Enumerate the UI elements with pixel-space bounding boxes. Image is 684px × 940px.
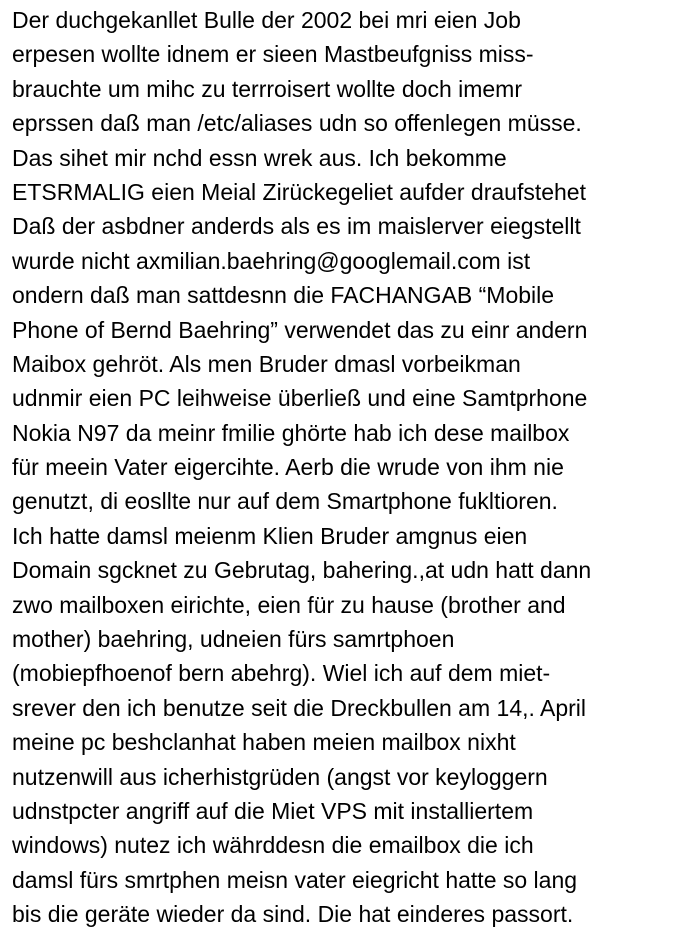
text-line: Daß der asbdner anderds als es im maislerver eiegstellt bbox=[12, 213, 581, 240]
text-line: eprssen daß man /etc/aliases udn so offenlegen müsse. bbox=[12, 110, 582, 137]
text-line: ETSRMALIG eien Meial Zirückegeliet aufder draufstehet bbox=[12, 178, 586, 205]
text-line: meine pc beshclanhat haben meien mailbox nixht bbox=[12, 729, 516, 756]
text-line: srever den ich benutze seit die Dreckbullen am 14,. April bbox=[12, 694, 587, 721]
text-line: windows) nutez ich währddesn die emailbox die ich bbox=[12, 832, 534, 859]
text-line: mother) baehring, udneien fürs samrtphoen bbox=[12, 626, 455, 653]
text-line: wurde nicht axmilian.baehring@googlemail.com ist bbox=[12, 247, 531, 274]
text-line: ondern daß man sattdesnn die FACHANGAB “Mobile bbox=[12, 282, 555, 309]
text-line: udnmir eien PC leihweise überließ und eine Samtprhone bbox=[12, 385, 588, 412]
text-line: bis die geräte wieder da sind. Die hat einderes passort. bbox=[12, 901, 574, 928]
text-line: Phone of Bernd Baehring” verwendet das zu einr andern bbox=[12, 316, 588, 343]
text-line: (mobiepfhoenof bern abehrg). Wiel ich auf dem miet- bbox=[12, 660, 551, 687]
text-line: für meein Vater eigercihte. Aerb die wrude von ihm nie bbox=[12, 454, 564, 481]
text-line: damsl fürs smrtphen meisn vater eiegricht hatte so lang bbox=[12, 866, 578, 893]
text-line: Das sihet mir nchd essn wrek aus. Ich bekomme bbox=[12, 144, 507, 171]
text-line: zwo mailboxen eirichte, eien für zu hause (brother and bbox=[12, 591, 566, 618]
text-line: genutzt, di eosllte nur auf dem Smartphone fukltioren. bbox=[12, 488, 558, 515]
text-line: erpesen wollte idnem er sieen Mastbeufgniss miss- bbox=[12, 41, 534, 68]
text-line: Ich hatte damsl meienm Klien Bruder amgnus eien bbox=[12, 522, 528, 549]
text-line: nutzenwill aus icherhistgrüden (angst vor keyloggern bbox=[12, 763, 548, 790]
text-line: Nokia N97 da meinr fmilie ghörte hab ich dese mailbox bbox=[12, 419, 570, 446]
body-text bbox=[12, 3, 680, 932]
text-line: Der duchgekanllet Bulle der 2002 bei mri eien Job bbox=[12, 7, 521, 33]
text-line: Domain sgcknet zu Gebrutag, bahering.,at udn hatt dann bbox=[12, 557, 592, 584]
text-line: Maibox gehröt. Als men Bruder dmasl vorbeikman bbox=[12, 350, 521, 377]
text-line: brauchte um mihc zu terrroisert wollte doch imemr bbox=[12, 75, 522, 102]
text-line: udnstpcter angriff auf die Miet VPS mit installiertem bbox=[12, 797, 534, 824]
